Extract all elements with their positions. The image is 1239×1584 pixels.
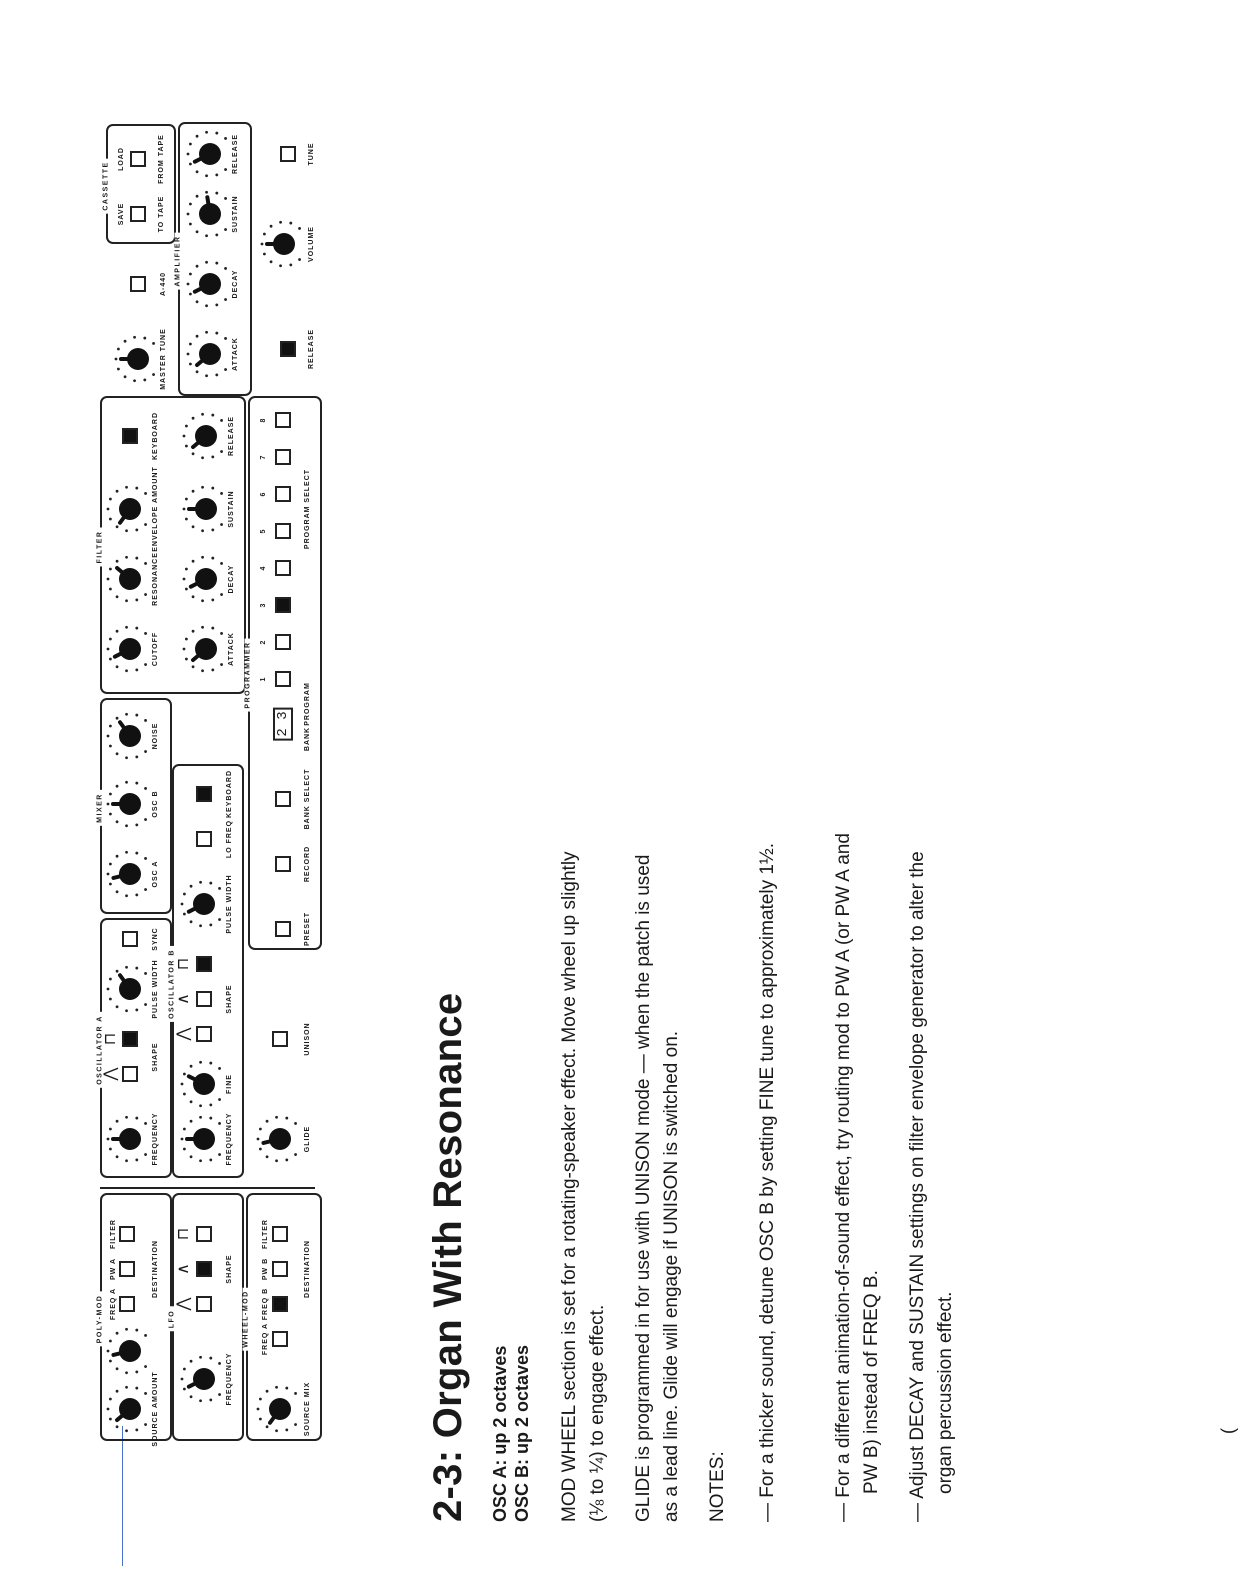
program-number-1: 1: [260, 676, 267, 682]
wheel-freq-b-label: FREQ B: [262, 1287, 269, 1321]
osc-b-frequency-knob[interactable]: [179, 1114, 229, 1164]
wheel-freq-a-button[interactable]: [272, 1331, 288, 1347]
a440-button[interactable]: [130, 276, 146, 292]
to-tape-label: TO TAPE: [158, 195, 165, 233]
tune-label: TUNE: [308, 142, 315, 166]
load-button[interactable]: [130, 151, 146, 167]
resonance-label: RESONANCE: [152, 552, 159, 606]
cassette-section: [106, 124, 176, 244]
program-number-6: 6: [260, 491, 267, 497]
section-divider: [100, 1187, 315, 1189]
lfo-saw-button[interactable]: [196, 1296, 212, 1312]
glide-paragraph: GLIDE is programmed in for use with UNISON mode — when the patch is used as a lead line. Glide will engage if UNISON is switched on.: [633, 854, 682, 1522]
unison-label: UNISON: [304, 1022, 311, 1056]
sync-label: SYNC: [152, 927, 159, 951]
wheel-destination-label: DESTINATION: [304, 1240, 311, 1298]
filter-sustain-label: SUSTAIN: [228, 490, 235, 528]
envelope-amount-knob[interactable]: [105, 484, 155, 534]
poly-freq-a-button[interactable]: [119, 1296, 135, 1312]
amplifier-title: AMPLIFIER: [175, 232, 182, 289]
program-number-2: 2: [260, 639, 267, 645]
margin-rule: [122, 1426, 123, 1566]
osc-b-square-icon: ⊓: [175, 957, 192, 971]
bank-label: BANK: [304, 726, 311, 752]
lfo-shape-label: SHAPE: [226, 1254, 233, 1284]
mixer-noise-knob[interactable]: [105, 711, 155, 761]
preset-button[interactable]: [275, 921, 291, 937]
sync-button[interactable]: [122, 931, 138, 947]
from-tape-label: FROM TAPE: [158, 134, 165, 184]
osc-a-frequency-label: FREQUENCY: [152, 1112, 159, 1166]
amp-decay-knob[interactable]: [185, 259, 235, 309]
osc-b-tri-button[interactable]: [196, 991, 212, 1007]
program-label: PROGRAM: [304, 682, 311, 726]
oscillator-b-title: OSCILLATOR B: [169, 946, 176, 1022]
wheel-freq-b-button[interactable]: [272, 1296, 288, 1312]
poly-mod-osc-b-knob[interactable]: [105, 1326, 155, 1376]
osc-b-fine-knob[interactable]: [179, 1059, 229, 1109]
mixer-osc-b-knob[interactable]: [105, 779, 155, 829]
osc-a-frequency-knob[interactable]: [105, 1114, 155, 1164]
master-tune-label: MASTER TUNE: [160, 328, 167, 390]
release-button[interactable]: [280, 341, 296, 357]
master-tune-knob[interactable]: [113, 334, 163, 384]
program-number-3: 3: [260, 602, 267, 608]
wheel-pw-b-label: PW B: [262, 1257, 269, 1281]
poly-pw-a-button[interactable]: [119, 1261, 135, 1277]
program-button-5[interactable]: [275, 523, 291, 539]
keyboard-button[interactable]: [196, 786, 212, 802]
wheel-filter-label: FILTER: [262, 1219, 269, 1249]
osc-b-saw-icon: ⋀: [175, 1027, 192, 1041]
wheel-filter-button[interactable]: [272, 1226, 288, 1242]
mixer-osc-a-label: OSC A: [152, 860, 159, 888]
program-number-5: 5: [260, 528, 267, 534]
square-wave-icon: ⊓: [175, 1227, 192, 1241]
cutoff-knob[interactable]: [105, 624, 155, 674]
program-select-label: PROGRAM SELECT: [304, 468, 311, 550]
osc-a-setting: OSC A: up 2 octaves: [490, 1345, 510, 1522]
osc-a-square-icon: ⊓: [102, 1032, 119, 1046]
notes-heading: NOTES:: [707, 1451, 728, 1522]
note-thicker-sound: — For a thicker sound, detune OSC B by setting FINE tune to approximately 1½.: [757, 842, 778, 1522]
amp-attack-label: ATTACK: [232, 337, 239, 371]
osc-b-shape-label: SHAPE: [226, 984, 233, 1014]
poly-mod-filt-env-knob[interactable]: [105, 1384, 155, 1434]
cassette-title: CASSETTE: [103, 158, 110, 213]
pw-a-label: PW A: [110, 1257, 117, 1281]
mixer-osc-b-label: OSC B: [152, 790, 159, 818]
filter-release-knob[interactable]: [181, 411, 231, 461]
oscillator-a-title: OSCILLATOR A: [97, 1012, 104, 1088]
amp-release-label: RELEASE: [232, 133, 239, 175]
program-button-7[interactable]: [275, 449, 291, 465]
filter-title: FILTER: [97, 528, 104, 567]
osc-b-square-button[interactable]: [196, 956, 212, 972]
osc-b-pulse-width-knob[interactable]: [179, 879, 229, 929]
bank-select-button[interactable]: [275, 791, 291, 807]
envelope-amount-label: ENVELOPE AMOUNT: [152, 466, 159, 552]
filter-keyboard-button[interactable]: [122, 428, 138, 444]
osc-a-pulse-width-knob[interactable]: [105, 964, 155, 1014]
triangle-wave-icon: ∧: [175, 1263, 192, 1275]
a440-label: A-440: [160, 271, 167, 297]
program-number-8: 8: [260, 417, 267, 423]
mixer-noise-label: NOISE: [152, 722, 159, 750]
page-title: 2-3: Organ With Resonance: [426, 992, 470, 1522]
filter-release-label: RELEASE: [228, 415, 235, 457]
unison-button[interactable]: [272, 1031, 288, 1047]
filter-attack-knob[interactable]: [181, 624, 231, 674]
amp-attack-knob[interactable]: [185, 329, 235, 379]
mixer-title: MIXER: [97, 790, 104, 826]
mixer-osc-a-knob[interactable]: [105, 849, 155, 899]
lo-freq-button[interactable]: [196, 831, 212, 847]
glide-knob[interactable]: [255, 1114, 305, 1164]
program-display: 2 3: [273, 707, 293, 740]
filter-decay-label: DECAY: [228, 564, 235, 594]
osc-a-saw-icon: ⋀: [102, 1067, 119, 1081]
osc-b-setting: OSC B: up 2 octaves: [512, 1344, 532, 1522]
volume-knob[interactable]: [259, 219, 309, 269]
lfo-tri-button[interactable]: [196, 1261, 212, 1277]
osc-a-shape-label: SHAPE: [152, 1042, 159, 1072]
program-button-6[interactable]: [275, 486, 291, 502]
sawtooth-wave-icon: ⋀: [175, 1297, 192, 1311]
program-button-8[interactable]: [275, 412, 291, 428]
tune-button[interactable]: [280, 146, 296, 162]
note-animation: — For a different animation-of-sound effect, try routing mod to PW A (or PW A and PW B) instead of FREQ B.: [833, 833, 882, 1522]
save-button[interactable]: [130, 206, 146, 222]
wheel-freq-a-label: FREQ A: [262, 1322, 269, 1356]
program-number-7: 7: [260, 454, 267, 460]
wheel-mod-title: WHEEL-MOD: [243, 1287, 250, 1350]
source-mix-label: SOURCE MIX: [304, 1381, 311, 1437]
osc-b-saw-button[interactable]: [196, 1026, 212, 1042]
cutoff-label: CUTOFF: [152, 631, 159, 667]
load-label: LOAD: [118, 147, 125, 171]
poly-filter-button[interactable]: [119, 1226, 135, 1242]
preset-label: PRESET: [304, 911, 311, 947]
filter-sustain-knob[interactable]: [181, 484, 231, 534]
keyboard-label: KEYBOARD: [226, 769, 233, 819]
lfo-title: LFO: [169, 1307, 176, 1332]
margin-mark: (: [1218, 1428, 1238, 1434]
lo-freq-label: LO FREQ: [226, 819, 233, 859]
osc-a-square-button[interactable]: [122, 1031, 138, 1047]
poly-mod-title: POLY-MOD: [97, 1292, 104, 1347]
amp-decay-label: DECAY: [232, 269, 239, 299]
amp-sustain-label: SUSTAIN: [232, 195, 239, 233]
osc-b-frequency-label: FREQUENCY: [226, 1112, 233, 1166]
resonance-knob[interactable]: [105, 554, 155, 604]
osc-a-saw-button[interactable]: [122, 1066, 138, 1082]
record-label: RECORD: [304, 845, 311, 883]
osc-a-pulse-width-label: PULSE WIDTH: [152, 959, 159, 1019]
osc-b-tri-icon: ∧: [175, 993, 192, 1005]
volume-label: VOLUME: [308, 226, 315, 262]
lfo-frequency-knob[interactable]: [179, 1354, 229, 1404]
wheel-pw-a-button[interactable]: [272, 1261, 288, 1277]
filter-decay-knob[interactable]: [181, 554, 231, 604]
record-button[interactable]: [275, 856, 291, 872]
source-mix-knob[interactable]: [255, 1384, 305, 1434]
program-number-4: 4: [260, 565, 267, 571]
note-decay-sustain: — Adjust DECAY and SUSTAIN settings on filter envelope generator to alter the organ percussion effect.: [907, 851, 956, 1522]
amp-release-knob[interactable]: [185, 129, 235, 179]
filter-keyboard-label: KEYBOARD: [152, 411, 159, 461]
lfo-square-button[interactable]: [196, 1226, 212, 1242]
filter-attack-label: ATTACK: [228, 632, 235, 666]
filter-label: FILTER: [110, 1219, 117, 1249]
program-button-4[interactable]: [275, 560, 291, 576]
release-button-label: RELEASE: [308, 328, 315, 370]
osc-b-pulse-width-label: PULSE WIDTH: [226, 874, 233, 934]
programmer-title: PROGRAMMER: [245, 638, 252, 711]
program-button-3[interactable]: [275, 597, 291, 613]
osc-b-fine-label: FINE: [226, 1074, 233, 1094]
source-amount-label: SOURCE AMOUNT: [152, 1371, 159, 1447]
mod-wheel-paragraph: MOD WHEEL section is set for a rotating-speaker effect. Move wheel up slightly (⅛ to ¼) to engage effect.: [559, 851, 608, 1522]
bank-select-label: BANK SELECT: [304, 768, 311, 830]
freq-a-label: FREQ A: [110, 1287, 117, 1321]
glide-label: GLIDE: [304, 1125, 311, 1153]
lfo-frequency-label: FREQUENCY: [226, 1352, 233, 1406]
program-button-1[interactable]: [275, 671, 291, 687]
amp-sustain-knob[interactable]: [185, 189, 235, 239]
save-label: SAVE: [118, 202, 125, 226]
program-button-2[interactable]: [275, 634, 291, 650]
destination-label: DESTINATION: [152, 1240, 159, 1298]
